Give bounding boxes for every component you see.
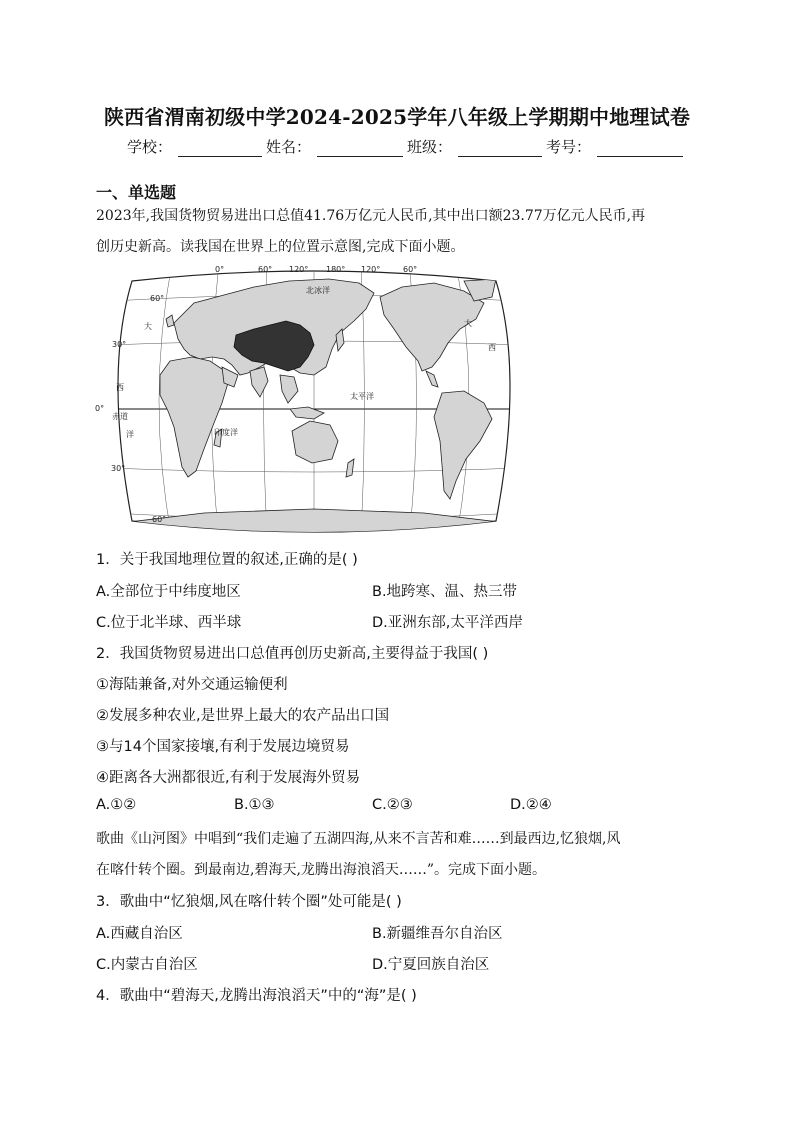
world-map bbox=[95, 263, 524, 539]
lon-label-120w: 120° bbox=[361, 265, 381, 274]
world-map-svg bbox=[95, 263, 524, 539]
atlantic-label-da-left: 大 bbox=[144, 322, 152, 331]
school-blank[interactable] bbox=[178, 140, 262, 157]
passage1-line1: 2023年,我国货物贸易进出口总值41.76万亿元人民币,其中出口额23.77万亿元人民币,再 bbox=[96, 208, 646, 224]
q2-statement-4: ④距离各大洲都很近,有利于发展海外贸易 bbox=[96, 770, 361, 786]
name-blank[interactable] bbox=[317, 140, 403, 157]
q3-option-d[interactable]: D.宁夏回族自治区 bbox=[372, 957, 490, 973]
lat-label-30n: 30° bbox=[112, 340, 127, 349]
class-label: 班级： bbox=[407, 138, 453, 156]
lon-label-0: 0° bbox=[215, 265, 225, 274]
lat-label-60n: 60° bbox=[150, 294, 165, 303]
name-label: 姓名： bbox=[266, 138, 312, 156]
section-heading: 一、单选题 bbox=[96, 183, 177, 202]
atlantic-label-xi-left: 西 bbox=[116, 383, 124, 392]
passage1-line2: 创历史新高。读我国在世界上的位置示意图,完成下面小题。 bbox=[96, 239, 465, 255]
q3-option-c[interactable]: C.内蒙古自治区 bbox=[96, 957, 198, 973]
q2-stem: 2．我国货物贸易进出口总值再创历史新高,主要得益于我国( ) bbox=[96, 646, 489, 662]
q1-option-b[interactable]: B.地跨寒、温、热三带 bbox=[372, 584, 518, 600]
arctic-ocean-label: 北冰洋 bbox=[306, 286, 330, 295]
q2-statement-1: ①海陆兼备,对外交通运输便利 bbox=[96, 677, 288, 693]
passage2-line1: 歌曲《山河图》中唱到“我们走遍了五湖四海,从来不言苦和难……到最西边,忆狼烟,风 bbox=[96, 831, 621, 847]
q3-stem: 3．歌曲中“忆狼烟,风在喀什转个圈”处可能是( ) bbox=[96, 894, 402, 910]
q2-option-d[interactable]: D.②④ bbox=[510, 797, 552, 813]
number-blank[interactable] bbox=[597, 140, 683, 157]
q1-stem: 1．关于我国地理位置的叙述,正确的是( ) bbox=[96, 552, 358, 568]
class-blank[interactable] bbox=[458, 140, 542, 157]
q1-option-a[interactable]: A.全部位于中纬度地区 bbox=[96, 584, 241, 600]
page-title: 陕西省渭南初级中学2024-2025学年八年级上学期期中地理试卷 bbox=[103, 105, 691, 129]
atlantic-label-da-right: 大 bbox=[464, 319, 472, 328]
lat-label-30s: 30° bbox=[111, 464, 126, 473]
australia bbox=[292, 421, 338, 463]
lon-label-60w: 60° bbox=[403, 265, 418, 274]
pacific-ocean-label: 太平洋 bbox=[350, 392, 374, 401]
lon-label-120: 120° bbox=[289, 265, 309, 274]
q3-option-a[interactable]: A.西藏自治区 bbox=[96, 926, 183, 942]
q2-option-c[interactable]: C.②③ bbox=[372, 797, 413, 813]
q2-statement-3: ③与14个国家接壤,有利于发展边境贸易 bbox=[96, 739, 350, 755]
passage2-line2: 在喀什转个圈。到最南边,碧海天,龙腾出海浪滔天……”。完成下面小题。 bbox=[96, 862, 547, 878]
q2-option-a[interactable]: A.①② bbox=[96, 797, 137, 813]
q4-stem: 4．歌曲中“碧海天,龙腾出海浪滔天”中的“海”是( ) bbox=[96, 988, 417, 1004]
lon-label-180: 180° bbox=[326, 265, 346, 274]
lat-label-60s: 60° bbox=[152, 515, 167, 524]
q3-option-b[interactable]: B.新疆维吾尔自治区 bbox=[372, 926, 503, 942]
lat-label-0: 0° bbox=[95, 404, 105, 413]
q2-option-b[interactable]: B.①③ bbox=[234, 797, 275, 813]
lon-label-60: 60° bbox=[258, 265, 273, 274]
q1-option-d[interactable]: D.亚洲东部,太平洋西岸 bbox=[372, 615, 523, 631]
atlantic-label-yang-left: 洋 bbox=[126, 430, 134, 439]
equator-label: 赤道 bbox=[112, 412, 128, 421]
student-info-row bbox=[127, 136, 687, 157]
q1-option-c[interactable]: C.位于北半球、西半球 bbox=[96, 615, 242, 631]
school-label: 学校： bbox=[127, 138, 173, 156]
q2-statement-2: ②发展多种农业,是世界上最大的农产品出口国 bbox=[96, 708, 390, 724]
number-label: 考号： bbox=[546, 138, 592, 156]
atlantic-label-xi-right: 西 bbox=[488, 343, 496, 352]
indian-ocean-label: 印度洋 bbox=[214, 428, 238, 437]
